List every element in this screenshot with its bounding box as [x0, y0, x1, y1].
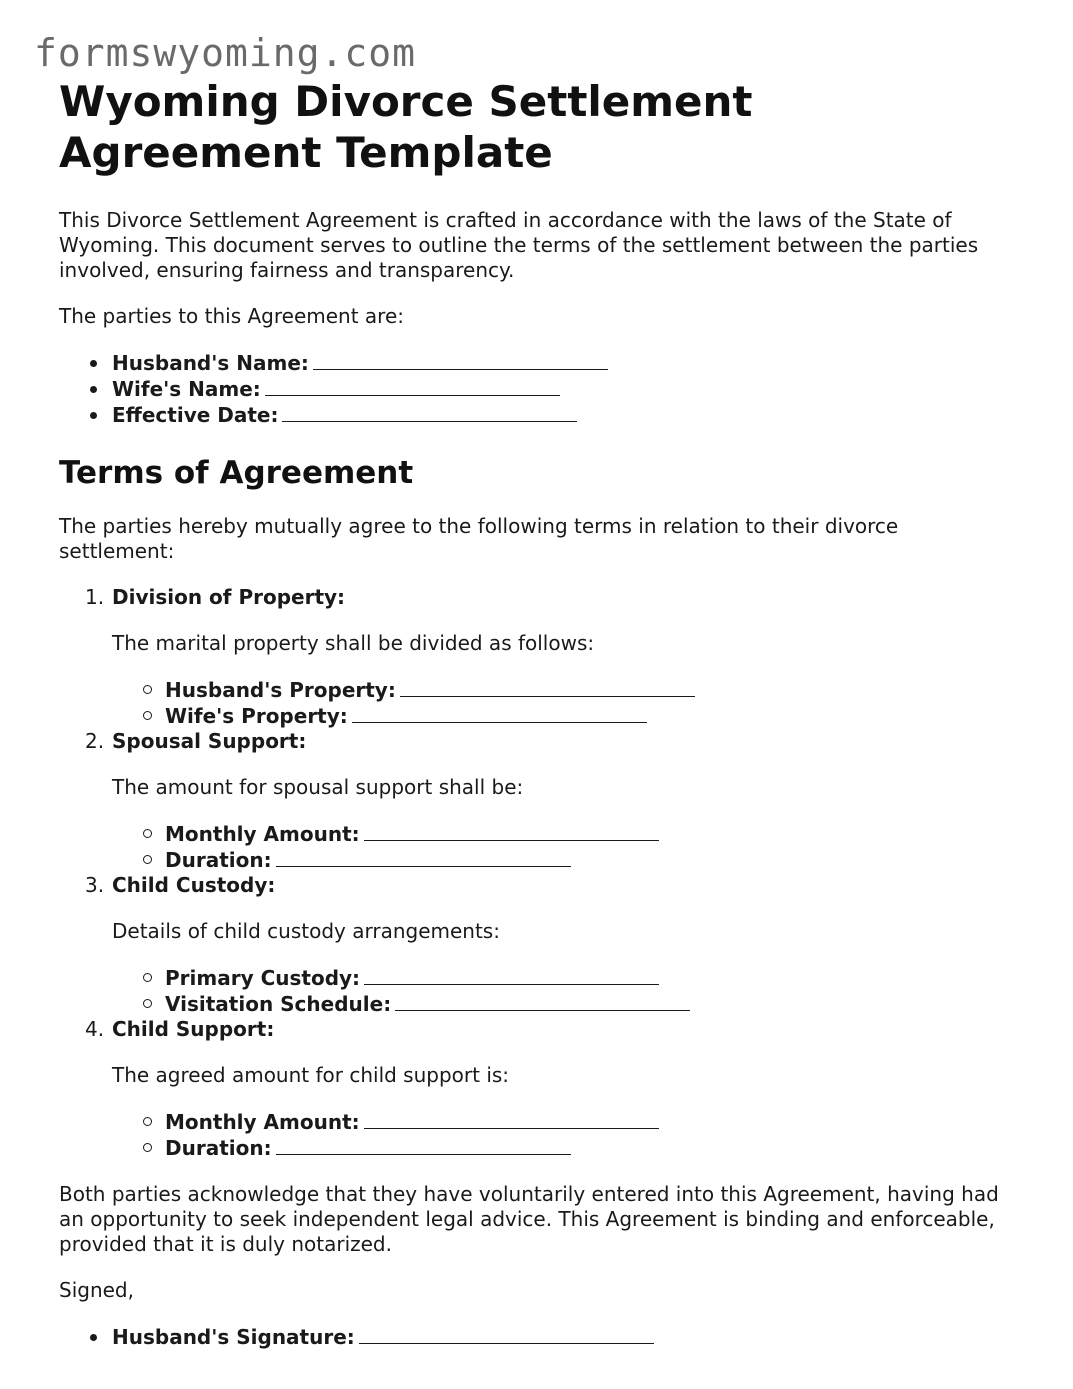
- term-description: The amount for spousal support shall be:: [112, 775, 524, 799]
- field-label: Duration:: [165, 1136, 272, 1160]
- party-label: Wife's Name:: [112, 377, 261, 401]
- party-label: Husband's Name:: [112, 351, 309, 375]
- term-number: 3.: [85, 873, 105, 897]
- party-item: [112, 350, 1019, 376]
- field-item: [165, 1109, 1019, 1135]
- wife-name-blank[interactable]: [265, 376, 560, 396]
- visitation-schedule-blank[interactable]: [395, 991, 690, 1011]
- field-label: Husband's Property:: [165, 678, 396, 702]
- field-item: [165, 1135, 1019, 1161]
- signed-label: Signed,: [59, 1278, 134, 1302]
- signatures-list: [59, 1324, 1019, 1350]
- term-child-support: [85, 1017, 1019, 1161]
- term-description: The agreed amount for child support is:: [112, 1063, 510, 1087]
- signature-label: Husband's Signature:: [112, 1325, 355, 1349]
- field-item: [165, 991, 1019, 1017]
- child-support-monthly-amount-blank[interactable]: [364, 1109, 659, 1129]
- field-label: Duration:: [165, 848, 272, 872]
- field-item: [165, 821, 1019, 847]
- field-label: Wife's Property:: [165, 704, 348, 728]
- term-title: Child Support:: [112, 1017, 275, 1041]
- terms-intro: The parties hereby mutually agree to the following terms in relation to their divorce settlement:: [59, 514, 899, 563]
- term-child-custody: [85, 873, 1019, 1017]
- term-description: Details of child custody arrangements:: [112, 919, 500, 943]
- parties-intro: The parties to this Agreement are:: [59, 304, 405, 328]
- signature-item: [112, 1324, 1019, 1350]
- term-spousal-support: [85, 729, 1019, 873]
- spousal-duration-blank[interactable]: [276, 847, 571, 867]
- term-title: Child Custody:: [112, 873, 276, 897]
- page-title: Wyoming Divorce Settlement Agreement Template: [59, 77, 753, 177]
- term-description: The marital property shall be divided as follows:: [112, 631, 595, 655]
- terms-list: [59, 585, 1019, 1161]
- term-fields: [112, 821, 1019, 873]
- acknowledgement-paragraph: Both parties acknowledge that they have voluntarily entered into this Agreement, having had an opportunity to seek independent legal advice. This Agreement is binding and enforceable, provided that it is duly notarized.: [59, 1182, 999, 1256]
- field-label: Visitation Schedule:: [165, 992, 392, 1016]
- field-label: Primary Custody:: [165, 966, 361, 990]
- term-number: 4.: [85, 1017, 105, 1041]
- site-watermark: formswyoming.com: [34, 31, 417, 75]
- party-label: Effective Date:: [112, 403, 279, 427]
- husband-signature-blank[interactable]: [359, 1324, 654, 1344]
- party-item: [112, 402, 1019, 428]
- parties-list: [59, 350, 1019, 428]
- field-item: [165, 703, 1019, 729]
- document-body: [59, 76, 1019, 1350]
- effective-date-blank[interactable]: [282, 402, 577, 422]
- term-title: Spousal Support:: [112, 729, 307, 753]
- term-fields: [112, 677, 1019, 729]
- primary-custody-blank[interactable]: [364, 965, 659, 985]
- term-division-of-property: [85, 585, 1019, 729]
- husband-name-blank[interactable]: [313, 350, 608, 370]
- field-item: [165, 965, 1019, 991]
- terms-heading: Terms of Agreement: [59, 455, 414, 491]
- husband-property-blank[interactable]: [400, 677, 695, 697]
- term-title: Division of Property:: [112, 585, 346, 609]
- intro-paragraph: This Divorce Settlement Agreement is crafted in accordance with the laws of the State of Wyoming. This document serves to outline the terms of the settlement between the parties involved, ensuring fairness and transparency.: [59, 208, 979, 282]
- child-support-duration-blank[interactable]: [276, 1135, 571, 1155]
- field-item: [165, 677, 1019, 703]
- spousal-monthly-amount-blank[interactable]: [364, 821, 659, 841]
- field-item: [165, 847, 1019, 873]
- term-number: 2.: [85, 729, 105, 753]
- wife-property-blank[interactable]: [352, 703, 647, 723]
- field-label: Monthly Amount:: [165, 822, 360, 846]
- term-fields: [112, 1109, 1019, 1161]
- term-number: 1.: [85, 585, 105, 609]
- party-item: [112, 376, 1019, 402]
- term-fields: [112, 965, 1019, 1017]
- field-label: Monthly Amount:: [165, 1110, 360, 1134]
